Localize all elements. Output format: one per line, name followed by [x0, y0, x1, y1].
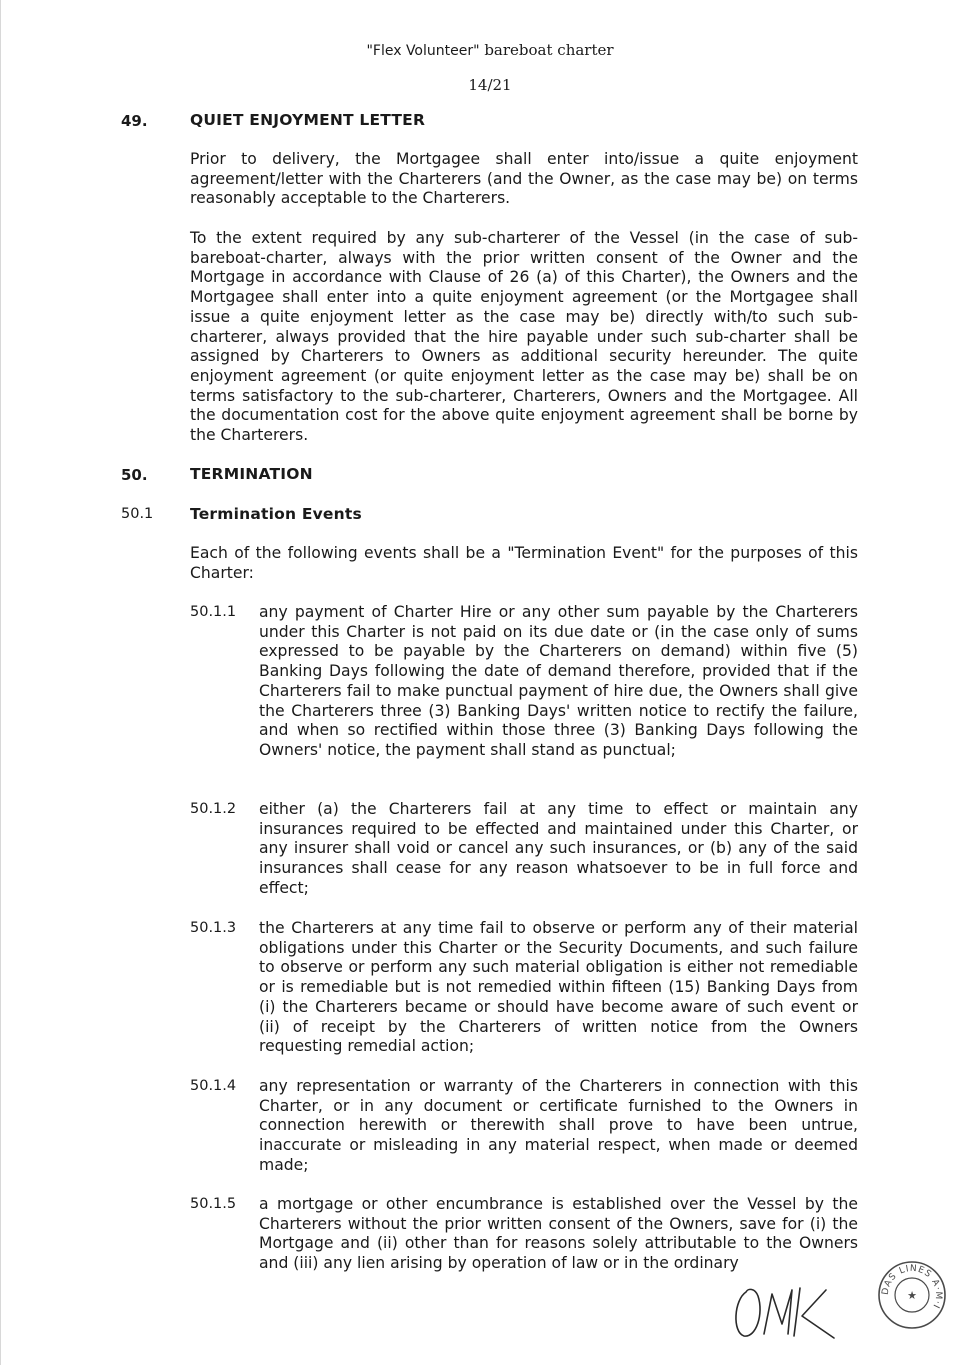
vessel-name: "Flex Volunteer": [366, 43, 480, 59]
item-50-1-2-number: 50.1.2: [190, 801, 237, 817]
section-50-number: 50.: [121, 466, 148, 484]
section-50-heading: TERMINATION: [190, 465, 313, 483]
clause-50-1-number: 50.1: [121, 506, 154, 522]
item-50-1-1-number: 50.1.1: [190, 604, 237, 620]
company-stamp: [877, 1260, 947, 1330]
item-50-1-5-text: a mortgage or other encumbrance is established over the Vessel by the Charterers without the prior written consent of the Owners, save for (i) the Mortgage and (ii) other than for reasons solely attributable to the Owners and (iii) any lien arising by operation of law or in the ordinary: [259, 1195, 858, 1273]
clause-50-1-heading: Termination Events: [190, 505, 362, 523]
section-49-paragraph-1: Prior to delivery, the Mortgagee shall enter into/issue a quite enjoyment agreement/letter with the Charterers (and the Owner, as the case may be) on terms reasonably acceptable to the Charterers.: [190, 150, 858, 208]
running-header: [0, 41, 966, 59]
page-number: 14/21: [468, 76, 512, 94]
section-49-number: 49.: [121, 112, 148, 130]
item-50-1-4-text: any representation or warranty of the Charterers in connection with this Charter, or in any document or certificate furnished to the Owners in connection herewith or therewith shall prove to have been untrue, inaccurate or misleading in any material respect, when made or deemed made;: [259, 1077, 858, 1174]
section-49-heading: QUIET ENJOYMENT LETTER: [190, 111, 426, 129]
document-title: bareboat charter: [484, 41, 614, 59]
item-50-1-3-number: 50.1.3: [190, 920, 237, 936]
stamp-center-symbol: ★: [907, 1289, 917, 1302]
scan-edge: [0, 0, 1, 1365]
item-50-1-3-text: the Charterers at any time fail to observe or perform any of their material obligations under this Charter or the Security Documents, and such failure to observe or perform any such material obligation is either not remediable or is remediable but is not remedied within fifteen (15) Banking Days from (i) the Charterers became or should have become aware of such event or (ii) of receipt by the Charterers of written notice from the Owners requesting remedial action;: [259, 919, 858, 1056]
section-49-paragraph-2: To the extent required by any sub-charterer of the Vessel (in the case of sub-bareboat-charter, always with the prior written consent of the Owner and the Mortgage in accordance with Clause of 26 (a) of this Charter), the Owners and the Mortgagee shall enter into a quite enjoyment agreement (or the Mortgagee shall issue a quite enjoyment letter as the case may be) directly with/to such sub-charterer, always provided that the hire payable under such sub-charter shall be assigned by Charterers to Owners as additional security hereunder. The quite enjoyment agreement (or quite enjoyment letter as the case may be) shall be on terms satisfactory to the sub-charterer, Charterers, Owners and the Mortgagee. All the documentation cost for the above quite enjoyment agreement shall be borne by the Charterers.: [190, 229, 858, 445]
clause-50-1-intro: Each of the following events shall be a "Termination Event" for the purposes of this Charter:: [190, 544, 858, 582]
item-50-1-5-number: 50.1.5: [190, 1196, 237, 1212]
stamp-ring-text: DAS LINES A·M·I: [880, 1263, 944, 1311]
item-50-1-1-text: any payment of Charter Hire or any other sum payable by the Charterers under this Charter is not paid on its due date or (in the case only of sums expressed to be payable by the Charterers on demand) within five (5) Banking Days following the date of demand therefore, provided that if the Charterers fail to make punctual payment of hire due, the Owners shall give the Charterers three (3) Banking Days' written notice to rectify the failure, and when so rectified within those three (3) Banking Days following the Owners' notice, the payment shall stand as punctual;: [259, 603, 858, 759]
signature-initials: [728, 1280, 840, 1344]
item-50-1-4-number: 50.1.4: [190, 1078, 237, 1094]
item-50-1-2-text: either (a) the Charterers fail at any time to effect or maintain any insurances required to be effected and maintained under this Charter, or any insurer shall void or cancel any such insurances, or (b) any of the said insurances shall cease for any reason whatsoever to be in full force and effect;: [259, 800, 858, 897]
